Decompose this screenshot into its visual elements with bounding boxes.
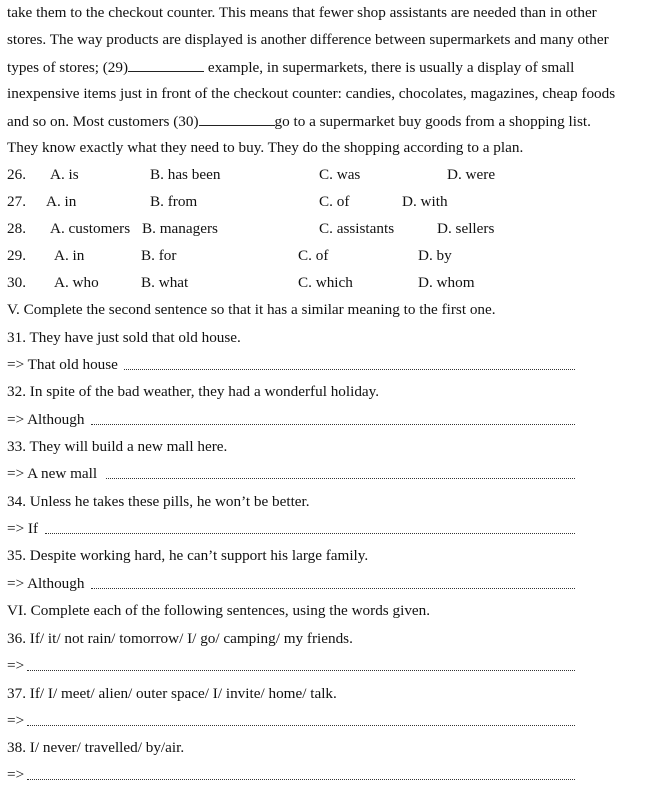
section-heading: VI. Complete each of the following sentences, using the words given. bbox=[7, 602, 431, 619]
answer-dots bbox=[91, 587, 575, 589]
answer-field[interactable] bbox=[7, 574, 575, 594]
option-c[interactable]: C. assistants bbox=[319, 220, 395, 237]
answer-prompt: => That old house bbox=[7, 356, 118, 373]
answer-dots bbox=[27, 724, 575, 726]
option-d[interactable]: D. were bbox=[447, 166, 496, 183]
answer-field[interactable] bbox=[7, 355, 575, 375]
option-b[interactable]: B. managers bbox=[142, 220, 218, 237]
option-c[interactable]: C. which bbox=[298, 274, 353, 291]
blank-30[interactable] bbox=[199, 111, 275, 126]
passage-line bbox=[7, 57, 574, 78]
answer-dots bbox=[27, 669, 575, 671]
answer-prompt: => Although bbox=[7, 575, 85, 592]
question-text: 35. Despite working hard, he can’t support his large family. bbox=[7, 547, 369, 564]
question-text: 36. If/ it/ not rain/ tomorrow/ I/ go/ camping/ my friends. bbox=[7, 630, 353, 647]
answer-prompt: => bbox=[7, 766, 25, 783]
option-a[interactable]: A. in bbox=[46, 193, 77, 210]
question-text: 37. If/ I/ meet/ alien/ outer space/ I/ invite/ home/ talk. bbox=[7, 685, 337, 702]
answer-dots bbox=[27, 778, 575, 780]
passage-line: They know exactly what they need to buy. They do the shopping according to a plan. bbox=[7, 139, 524, 156]
answer-field[interactable] bbox=[7, 410, 575, 430]
passage-text: and so on. Most customers (30) bbox=[7, 113, 199, 130]
passage-line bbox=[7, 111, 591, 132]
option-b[interactable]: B. has been bbox=[150, 166, 221, 183]
option-b[interactable]: B. what bbox=[141, 274, 189, 291]
question-number: 29. bbox=[7, 247, 26, 264]
answer-field[interactable] bbox=[7, 656, 575, 676]
question-text: 31. They have just sold that old house. bbox=[7, 329, 241, 346]
question-text: 34. Unless he takes these pills, he won’t be better. bbox=[7, 493, 310, 510]
passage-line: inexpensive items just in front of the checkout counter: candies, chocolates, magazines, cheap foods bbox=[7, 85, 616, 102]
question-text: 32. In spite of the bad weather, they had a wonderful holiday. bbox=[7, 383, 380, 400]
option-a[interactable]: A. is bbox=[50, 166, 79, 183]
answer-prompt: => bbox=[7, 712, 25, 729]
answer-field[interactable] bbox=[7, 765, 575, 785]
question-number: 28. bbox=[7, 220, 26, 237]
option-d[interactable]: D. whom bbox=[418, 274, 475, 291]
option-b[interactable]: B. from bbox=[150, 193, 198, 210]
answer-field[interactable] bbox=[7, 464, 575, 484]
option-c[interactable]: C. was bbox=[319, 166, 361, 183]
answer-dots bbox=[91, 423, 575, 425]
question-text: 38. I/ never/ travelled/ by/air. bbox=[7, 739, 185, 756]
passage-text: types of stores; (29) bbox=[7, 59, 129, 76]
passage-line: stores. The way products are displayed is another difference between supermarkets and many other bbox=[7, 31, 609, 48]
answer-dots bbox=[106, 477, 575, 479]
answer-dots bbox=[45, 532, 575, 534]
option-a[interactable]: A. who bbox=[54, 274, 99, 291]
answer-prompt: => A new mall bbox=[7, 465, 98, 482]
option-d[interactable]: D. with bbox=[402, 193, 448, 210]
option-d[interactable]: D. by bbox=[418, 247, 452, 264]
option-b[interactable]: B. for bbox=[141, 247, 177, 264]
answer-prompt: => If bbox=[7, 520, 39, 537]
option-a[interactable]: A. customers bbox=[50, 220, 131, 237]
question-number: 26. bbox=[7, 166, 26, 183]
section-heading: V. Complete the second sentence so that it has a similar meaning to the first one. bbox=[7, 301, 496, 318]
passage-text: example, in supermarkets, there is usually a display of small bbox=[204, 59, 575, 76]
answer-dots bbox=[124, 368, 575, 370]
answer-prompt: => Although bbox=[7, 411, 85, 428]
option-c[interactable]: C. of bbox=[298, 247, 329, 264]
blank-29[interactable] bbox=[128, 57, 204, 72]
question-number: 27. bbox=[7, 193, 26, 210]
answer-field[interactable] bbox=[7, 519, 575, 539]
question-text: 33. They will build a new mall here. bbox=[7, 438, 228, 455]
answer-field[interactable] bbox=[7, 711, 575, 731]
option-d[interactable]: D. sellers bbox=[437, 220, 495, 237]
option-c[interactable]: C. of bbox=[319, 193, 350, 210]
passage-line: take them to the checkout counter. This means that fewer shop assistants are needed than in other bbox=[7, 4, 597, 21]
option-a[interactable]: A. in bbox=[54, 247, 85, 264]
question-number: 30. bbox=[7, 274, 26, 291]
answer-prompt: => bbox=[7, 657, 25, 674]
passage-text: go to a supermarket buy goods from a shopping list. bbox=[274, 113, 591, 130]
